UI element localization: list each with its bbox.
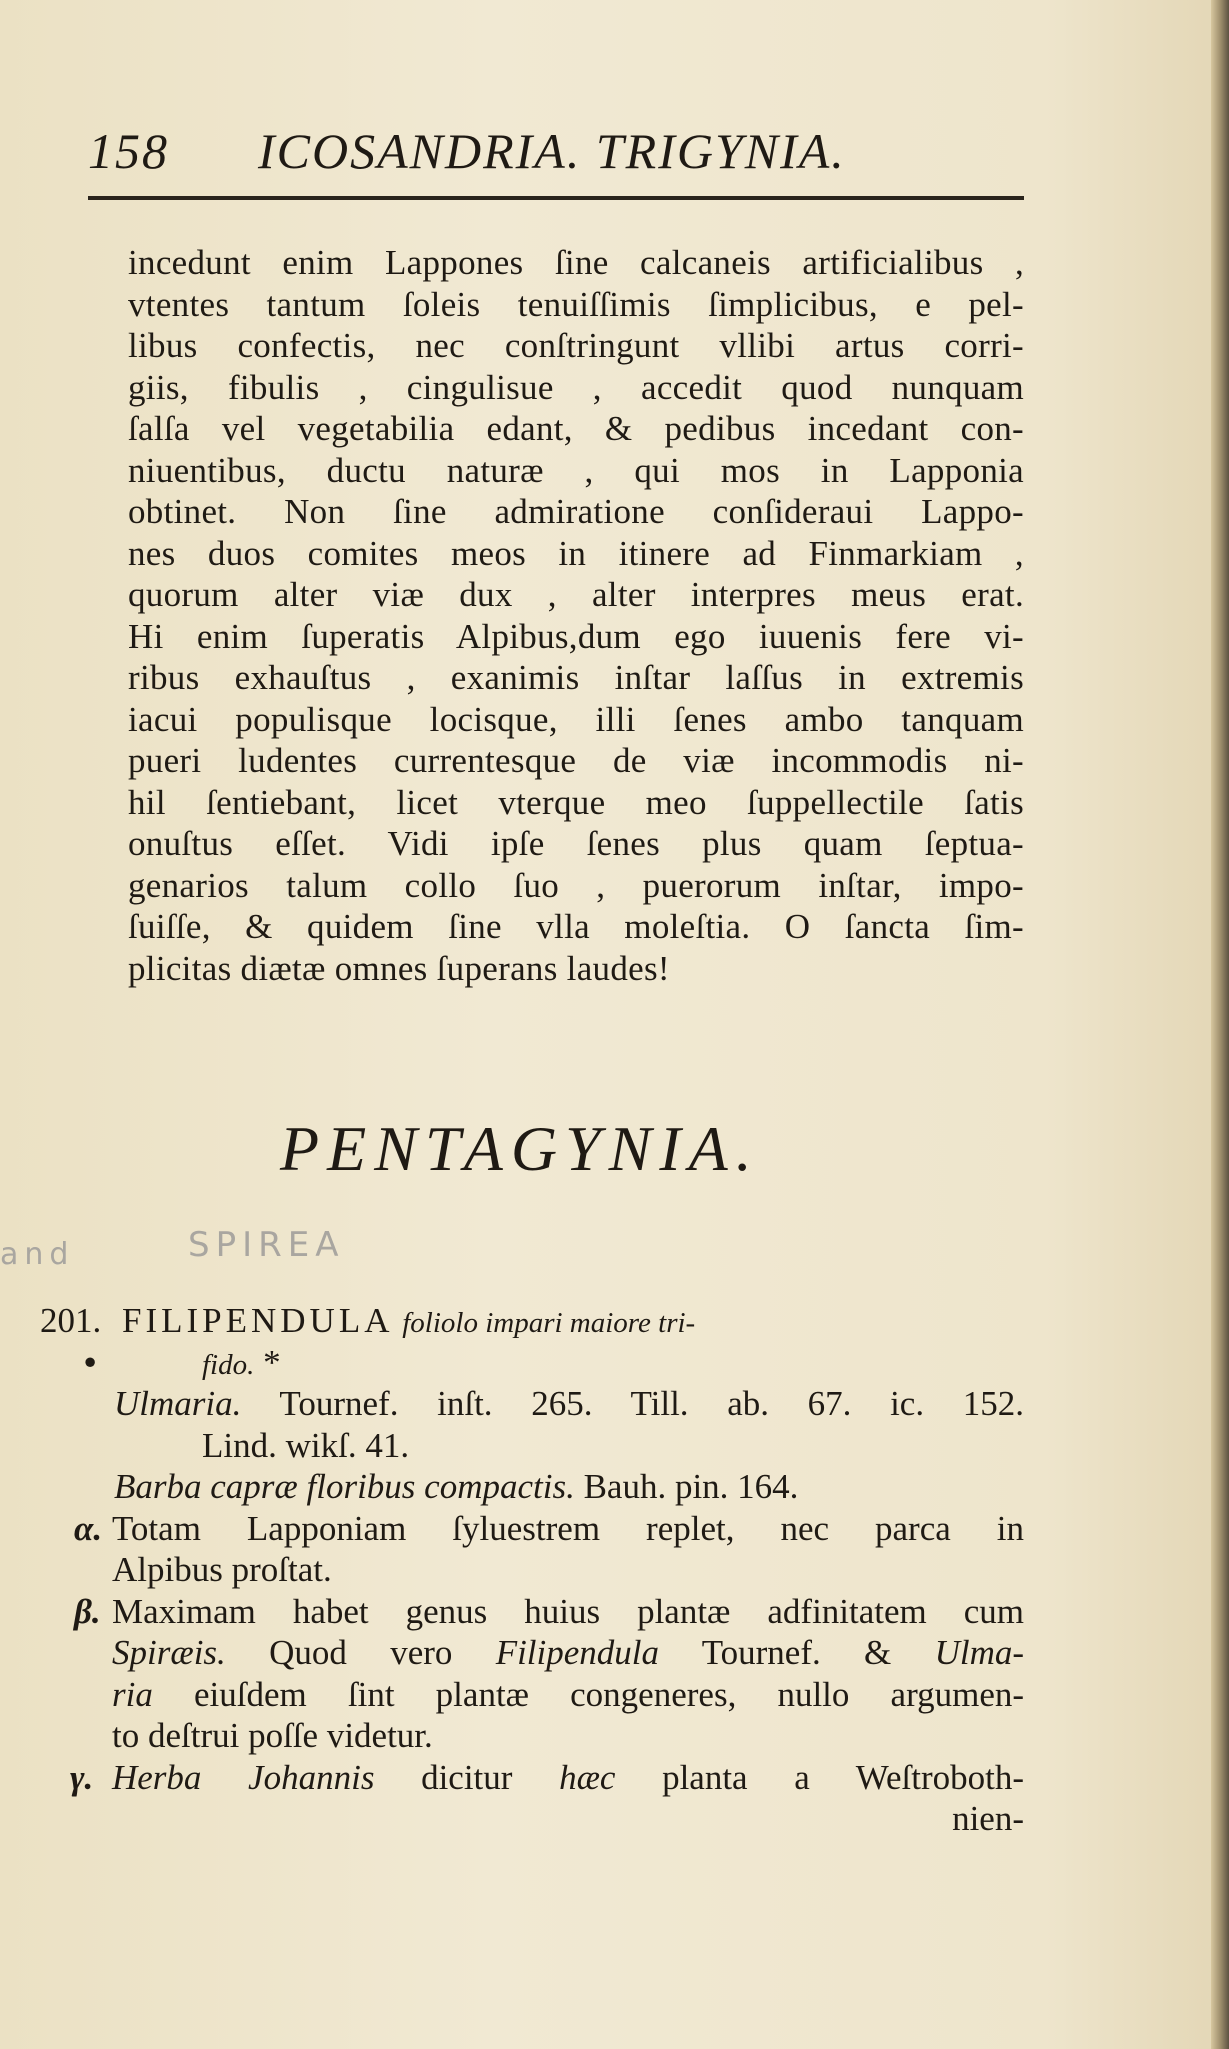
synonym-line (114, 1466, 1024, 1508)
page-gutter (1211, 0, 1229, 2049)
entry-line (40, 1674, 1030, 1716)
entry-number: 201. (40, 1301, 102, 1340)
text-line: ſalſa vel vegetabilia edant, & pedibus incedant con- (128, 409, 1024, 448)
text-line: hil ſentiebant, licet vterque meo ſuppellectile ſatis (128, 782, 1024, 822)
text-line: obtinet. Non ſine admiratione conſideraui Lappo- (128, 492, 1024, 531)
note-text: Maximam habet genus huius plantæ adfinitatem cum (112, 1591, 1024, 1631)
note-text (112, 1674, 1024, 1716)
note-text: Alpibus proſtat. (112, 1550, 332, 1589)
text-line: Hi enim ſuperatis Alpibus,dum ego iuuenis fere vi- (128, 616, 1024, 656)
common-name: Herba Johannis (112, 1757, 375, 1797)
text-run: dicitur (421, 1757, 513, 1797)
entry-line (40, 1757, 1030, 1799)
note-marker: γ. (70, 1757, 94, 1797)
text-line: genarios talum collo ſuo , puerorum inſtar, impo- (128, 865, 1024, 905)
text-run: eiuſdem ſint plantæ congeneres, nullo argumen- (194, 1674, 1025, 1714)
text-line: iacui populisque locisque, illi ſenes ambo tanquam (128, 699, 1024, 739)
text-line: libus confectis, nec conſtringunt vllibi artus corri- (128, 326, 1024, 365)
text-line: incedunt enim Lappones ſine calcaneis artificialibus , (128, 243, 1024, 282)
star-mark: * (263, 1342, 281, 1382)
genus-ref: Filipendula (495, 1633, 660, 1672)
body-paragraph (128, 242, 1024, 989)
synonym-ref: Bauh. pin. 164. (583, 1467, 799, 1506)
text-line: niuentibus, ductu naturæ , qui mos in Lapponia (128, 450, 1024, 490)
note-text (112, 1757, 1024, 1799)
header-rule (88, 196, 1024, 200)
bullet-mark: • (84, 1342, 97, 1382)
entry-title (122, 1300, 1022, 1345)
pencil-annotation (0, 1225, 440, 1285)
entry-line (40, 1508, 1030, 1550)
entry-line (40, 1383, 1030, 1425)
entry-line (40, 1715, 1030, 1757)
entry-line (40, 1632, 1030, 1674)
genus-ref: Spiræis. (112, 1633, 226, 1672)
text-run: Quod vero (269, 1633, 453, 1672)
entry-line (40, 1591, 1030, 1633)
text-line: ribus exhauſtus , exanimis inſtar laſſus in extremis (128, 658, 1024, 697)
diagnosis: foliolo impari maiore tri- (402, 1307, 696, 1339)
genus-name: FILIPENDULA (122, 1301, 394, 1340)
synonym-ref: Lind. wikſ. 41. (202, 1425, 410, 1465)
note-text: Totam Lapponiam ſyluestrem replet, nec parca in (112, 1508, 1024, 1548)
genus-ref: Ulma- (934, 1633, 1025, 1672)
running-head: ICOSANDRIA. TRIGYNIA. (258, 123, 846, 179)
text-run: planta a Weſtroboth- (662, 1757, 1024, 1797)
species-entry (40, 1300, 1030, 1840)
synonym-name: Barba capræ floribus compactis. (114, 1467, 575, 1506)
text-line: ſuiſſe, & quidem ſine vlla moleſtia. O ſancta ſim- (128, 907, 1024, 946)
text-line: giis, fibulis , cingulisue , accedit quod nunquam (128, 367, 1024, 407)
text-run: Tournef. & (701, 1633, 892, 1672)
entry-line (40, 1549, 1030, 1591)
diagnosis-cont (202, 1342, 1112, 1387)
note-text: to deſtrui poſſe videtur. (112, 1716, 433, 1755)
page-header (88, 122, 1028, 182)
text-line: vtentes tantum ſoleis tenuiſſimis ſimplicibus, e pel- (128, 284, 1024, 324)
genus-ref: ria (112, 1674, 153, 1714)
synonym-ref: Tournef. inſt. 265. Till. ab. 67. ic. 152. (279, 1384, 1025, 1423)
entry-line (40, 1300, 1030, 1342)
text-line: onuſtus eſſet. Vidi ipſe ſenes plus quam ſeptua- (128, 824, 1024, 863)
text-line: plicitas diætæ omnes ſuperans laudes! (128, 948, 670, 988)
text-run: hæc (559, 1757, 616, 1797)
entry-line (40, 1425, 1030, 1467)
page-number: 158 (88, 123, 169, 179)
synonym-name: Ulmaria. (114, 1384, 242, 1423)
diagnosis-end: fido. (202, 1348, 255, 1381)
synonym-line (114, 1383, 1024, 1425)
entry-line (40, 1466, 1030, 1508)
entry-line (40, 1798, 1030, 1840)
text-line: quorum alter viæ dux , alter interpres meus erat. (128, 575, 1024, 614)
text-line: nes duos comites meos in itinere ad Finmarkiam , (128, 533, 1024, 573)
entry-line (40, 1342, 1030, 1384)
pencil-note-right: SPIREA (188, 1225, 345, 1265)
section-heading: PENTAGYNIA. (280, 1113, 760, 1184)
note-marker: α. (74, 1508, 103, 1548)
text-line: pueri ludentes currentesque de viæ incommodis ni- (128, 741, 1024, 780)
note-text (112, 1632, 1024, 1674)
note-marker: β. (74, 1591, 101, 1631)
catchword: nien- (952, 1799, 1024, 1838)
pencil-note-left: and (0, 1237, 75, 1272)
